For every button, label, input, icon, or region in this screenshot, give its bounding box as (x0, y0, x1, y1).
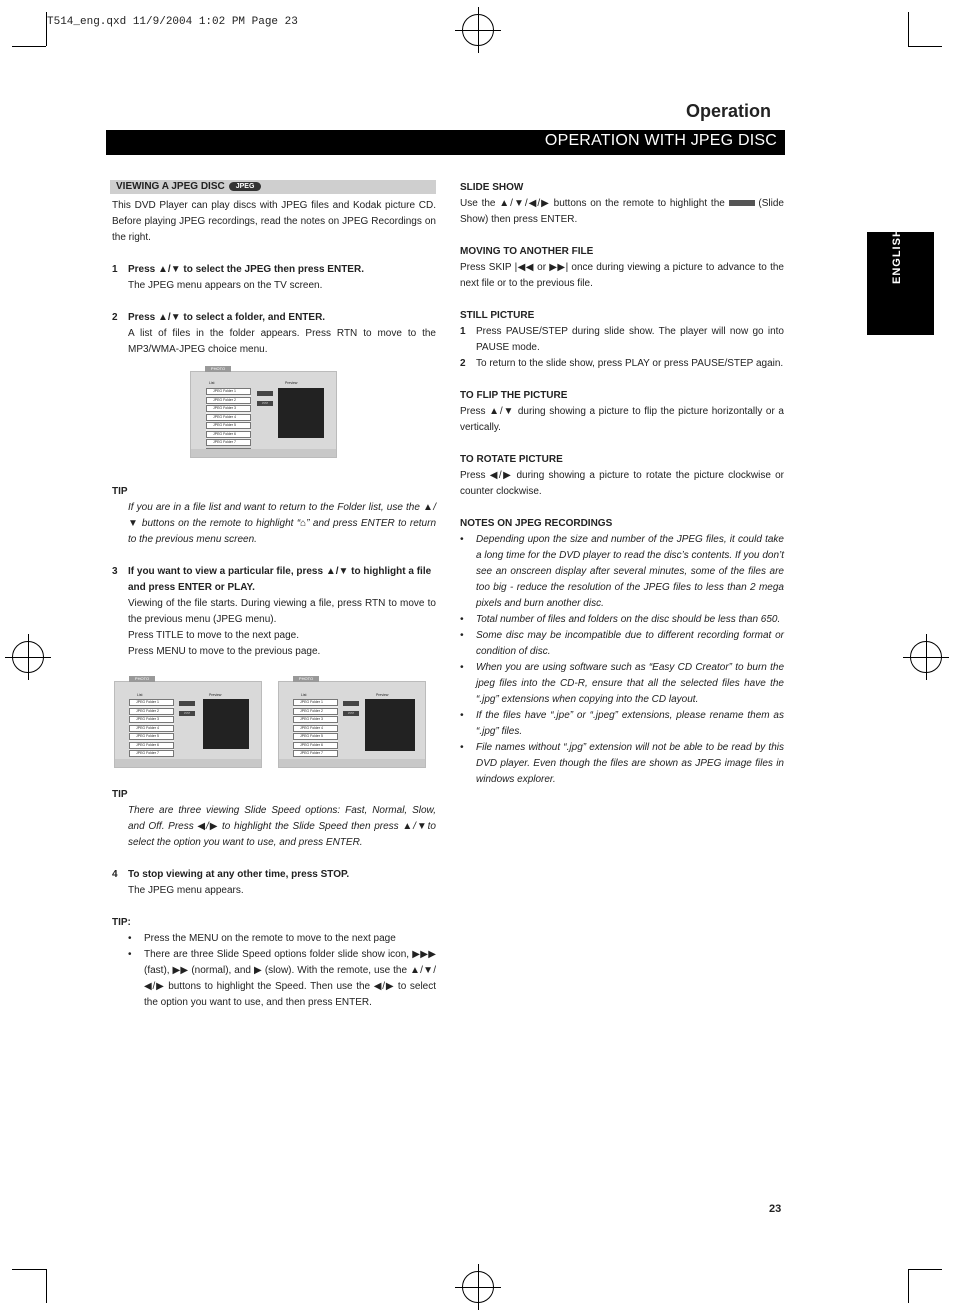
step-3: 3 If you want to view a particular file, press ▲/▼ to highlight a file and press ENTER or PLAY. Viewing of the file starts. During viewing a file, press RTN to move to the previous menu (JPEG menu). Press TITLE to move to the next page. Press MENU to move to the previous page. (112, 566, 436, 657)
folder-item: JPEG Folder 2 (293, 708, 338, 715)
list-item: • File names without “.jpg” extension will not be able to be read by this DVD player. Even though the files are shown as JPEG image files in windows explorer. (460, 740, 784, 788)
folder-item: JPEG Folder 1 (293, 699, 338, 706)
moving-heading: MOVING TO ANOTHER FILE (460, 246, 594, 257)
jpeg-menu-screen-3: PHOTO List Preview JPEG Folder 1 JPEG Folder 2 JPEG Folder 3 JPEG Folder 4 JPEG Folder 5 JPEG Folder 6 JPEG Folder 7 >>> (278, 681, 426, 768)
folder-item: JPEG Folder 7 (129, 750, 174, 757)
band-title: OPERATION WITH JPEG DISC (544, 132, 777, 149)
tip-3-list (128, 931, 436, 1011)
file-header: T514_eng.qxd 11/9/2004 1:02 PM Page 23 (47, 16, 298, 28)
registration-mark-right (910, 641, 942, 673)
side-tab-label: ENGLISH (891, 228, 903, 284)
tip-3-label: TIP: (112, 917, 131, 928)
notes-heading: NOTES ON JPEG RECORDINGS (460, 518, 613, 529)
jpeg-menu-screen-2: PHOTO List Preview JPEG Folder 1 JPEG Folder 2 JPEG Folder 3 JPEG Folder 4 JPEG Folder 5 JPEG Folder 6 JPEG Folder 7 >>> (114, 681, 262, 768)
left-column (112, 180, 436, 358)
intro-text: This DVD Player can play discs with JPEG files and Kodak picture CD. Before playing JPEG recordings, read the notes on JPEG Recordings on the right. (112, 200, 436, 243)
folder-item: JPEG Folder 5 (206, 422, 251, 429)
section-title: Operation (686, 101, 772, 121)
list-item: • Some disc may be incompatible due to different recording format or condition of disc. (460, 628, 784, 660)
folder-item: JPEG Folder 4 (293, 725, 338, 732)
list-item: • When you are using software such as “Easy CD Creator” to burn the jpeg files into the CD-R, ensure that all the selected files have the “.jpg” extensions when copying into the CD layout. (460, 660, 784, 708)
side-tab (867, 228, 934, 335)
slide-show-icon (729, 200, 755, 206)
folder-item: JPEG Folder 2 (206, 397, 251, 404)
tip-2: TIP There are three viewing Slide Speed options: Fast, Normal, Slow, and Off. Press ◀/▶ to highlight the Slide Speed then press ▲/▼to select the option you want to use, and press ENTER. 4 To stop viewing at any other time, press STOP. The JPEG menu appears. TIP: • Press the MENU on the remote to move to the next page • There are three Slide Speed options folder slide show icon, ▶▶▶ (fast), ▶▶ (normal), and ▶ (slow). With the remote, use the ▲/▼/◀/▶ buttons to highlight the Speed. Then use the ◀/▶ to select the option you want to use, and then press ENTER. (112, 787, 436, 1011)
tip-1: TIP If you are in a file list and want to return to the Folder list, use the ▲/▼ buttons on the remote to highlight “⌂” and press ENTER to return to the previous menu screen. 3 If you want to view a particular file, press ▲/▼ to highlight a file and press ENTER or PLAY. Viewing of the file starts. During viewing a file, press RTN to move to the previous menu (JPEG menu). Press TITLE to move to the next page. Press MENU to move to the previous page. (112, 484, 436, 660)
viewing-heading: VIEWING A JPEG DISC JPEG (110, 180, 436, 194)
page-number: 23 (769, 1203, 782, 1215)
step-2: 2 Press ▲/▼ to select a folder, and ENTER. A list of files in the folder appears. Press RTN to move to the MP3/WMA-JPEG choice menu. (112, 312, 436, 355)
jpeg-tag: JPEG (229, 182, 262, 191)
preview-pane (278, 388, 324, 438)
slide-show-heading: SLIDE SHOW (460, 182, 524, 193)
folder-item: JPEG Folder 5 (129, 733, 174, 740)
list-item: • Press the MENU on the remote to move to the next page (128, 931, 436, 947)
folder-item: JPEG Folder 6 (293, 742, 338, 749)
list-item: • Total number of files and folders on the disc should be less than 650. (460, 612, 784, 628)
folder-item: JPEG Folder 1 (129, 699, 174, 706)
flip-heading: TO FLIP THE PICTURE (460, 390, 568, 401)
photo-preview (365, 699, 415, 751)
registration-mark-top (462, 14, 494, 46)
folder-item: JPEG Folder 4 (206, 414, 251, 421)
folder-item: JPEG Folder 3 (206, 405, 251, 412)
folder-item: JPEG Folder 3 (129, 716, 174, 723)
folder-item: JPEG Folder 3 (293, 716, 338, 723)
folder-item: JPEG Folder 1 (206, 388, 251, 395)
step-4: 4 To stop viewing at any other time, press STOP. The JPEG menu appears. (112, 869, 350, 896)
registration-mark-bottom (462, 1271, 494, 1303)
rotate-heading: TO ROTATE PICTURE (460, 454, 563, 465)
title-band (106, 130, 785, 155)
step-1: 1 Press ▲/▼ to select the JPEG then press ENTER. The JPEG menu appears on the TV screen. (112, 264, 364, 291)
still-heading: STILL PICTURE (460, 310, 535, 321)
folder-item: JPEG Folder 7 (293, 750, 338, 757)
folder-up-icon: ⌂ (300, 518, 307, 529)
right-column: SLIDE SHOW Use the ▲/▼/◀/▶ buttons on the remote to highlight the (Slide Show) then press ENTER. MOVING TO ANOTHER FILE Press SKIP |◀◀ or ▶▶| once during viewing a picture to advance to the next file or to the previous file. STILL PICTURE 1 Press PAUSE/STEP during slide show. The player will now go into PAUSE mode. 2 To return to the slide show, press PLAY or press PAUSE/STEP again. TO FLIP THE PICTURE Press ▲/▼ during showing a picture to flip the picture horizontally or a vertically. TO ROTATE PICTURE Press ◀/▶ during showing a picture to rotate the picture clockwise or counter clockwise. NOTES ON JPEG RECORDINGS • Depending upon the size and number of the JPEG files, it could take a long time for the DVD player to read the disc’s contents. If you don’t see an onscreen display after several minutes, some of the files are too big - reduce the resolution of the JPEG files to less than 2 mega pixels and burn another disc. • Total number of files and folders on the disc should be less than 650. • Some disc may be incompatible due to different recording format or condition of disc. • When you are using software such as “Easy CD Creator” to burn the jpeg files into the CD-R, ensure that all the selected files have the “.jpg” extensions when copying into the CD layout. • If the files have “.jpe” or “.jpeg” extensions, please rename them as “.jpg” files. • File names without “.jpg” extension will not be able to be read by this DVD player. Even though the files are shown as JPEG image files in windows explorer. (460, 180, 784, 788)
list-item: • Depending upon the size and number of the JPEG files, it could take a long time for the DVD player to read the disc’s contents. If you don’t see an onscreen display after several minutes, some of the files are too big - reduce the resolution of the JPEG files to less than 2 mega pixels and burn another disc. (460, 532, 784, 612)
folder-item: JPEG Folder 6 (129, 742, 174, 749)
registration-mark-left (12, 641, 44, 673)
folder-item: JPEG Folder 7 (206, 439, 251, 446)
list-item: • If the files have “.jpe” or “.jpeg” extensions, please rename them as “.jpg” files. (460, 708, 784, 740)
notes-list (460, 532, 784, 788)
list-item: • There are three Slide Speed options folder slide show icon, ▶▶▶ (fast), ▶▶ (normal), and ▶ (slow). With the remote, use the ▲/▼/◀/▶ buttons to highlight the Speed. Then use the ◀/▶ to select the option you want to use, and then press ENTER. (128, 947, 436, 1011)
folder-list (206, 388, 251, 442)
folder-item: JPEG Folder 4 (129, 725, 174, 732)
jpeg-menu-screen-1: PHOTO List Preview JPEG Folder 1 JPEG Folder 2 JPEG Folder 3 JPEG Folder 4 JPEG Folder 5 JPEG Folder 6 JPEG Folder 7 >>> (190, 371, 337, 458)
folder-item: JPEG Folder 2 (129, 708, 174, 715)
folder-item: JPEG Folder 5 (293, 733, 338, 740)
folder-item: JPEG Folder 6 (206, 431, 251, 438)
